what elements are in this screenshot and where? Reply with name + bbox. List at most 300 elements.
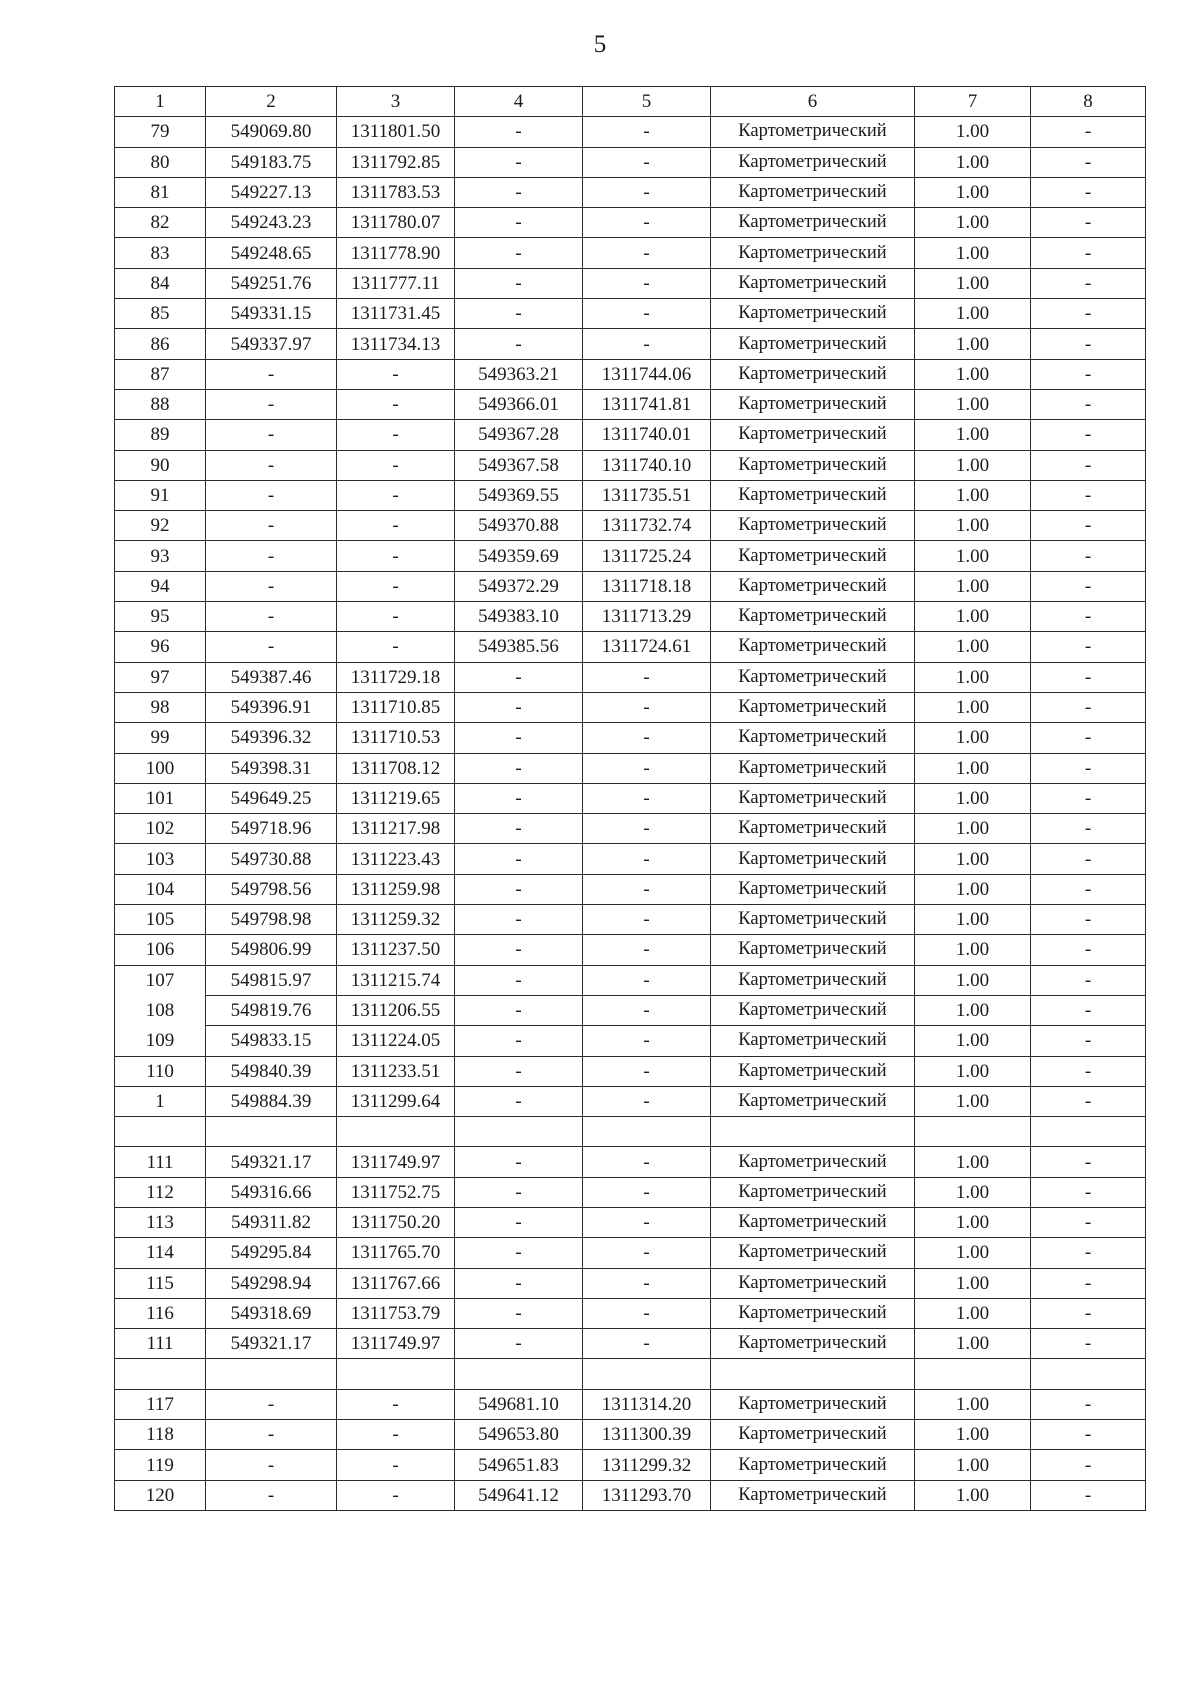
accuracy-cell: 1.00: [915, 238, 1031, 268]
x-coordinate-cell: 549840.39: [206, 1056, 337, 1086]
method-cell: Картометрический: [711, 723, 915, 753]
y-coordinate-cell: 1311767.66: [337, 1268, 455, 1298]
separator-row: [115, 1359, 1146, 1389]
table-row: [115, 1268, 1146, 1298]
table-row: [115, 662, 1146, 692]
method-cell: Картометрический: [711, 1026, 915, 1056]
y-coordinate-cell: [337, 1359, 455, 1389]
accuracy-cell: 1.00: [915, 389, 1031, 419]
description-cell: -: [1031, 1480, 1146, 1510]
x-coordinate-cell: 549316.66: [206, 1177, 337, 1207]
x-coordinate-new-cell: -: [455, 1329, 583, 1359]
y-coordinate-new-cell: -: [583, 874, 711, 904]
description-cell: -: [1031, 359, 1146, 389]
point-number-cell: 115: [115, 1268, 206, 1298]
description-cell: -: [1031, 117, 1146, 147]
x-coordinate-new-cell: -: [455, 935, 583, 965]
description-cell: -: [1031, 1026, 1146, 1056]
method-cell: Картометрический: [711, 511, 915, 541]
method-cell: Картометрический: [711, 1086, 915, 1116]
method-cell: Картометрический: [711, 389, 915, 419]
y-coordinate-cell: 1311753.79: [337, 1298, 455, 1328]
y-coordinate-new-cell: -: [583, 965, 711, 995]
point-number-cell: 1: [115, 1086, 206, 1116]
point-number-cell: 111: [115, 1329, 206, 1359]
y-coordinate-new-cell: -: [583, 1026, 711, 1056]
table-row: [115, 117, 1146, 147]
point-number-cell: 93: [115, 541, 206, 571]
x-coordinate-cell: 549884.39: [206, 1086, 337, 1116]
accuracy-cell: 1.00: [915, 268, 1031, 298]
x-coordinate-cell: 549337.97: [206, 329, 337, 359]
x-coordinate-new-cell: -: [455, 692, 583, 722]
point-number-cell: 84: [115, 268, 206, 298]
y-coordinate-cell: 1311259.32: [337, 905, 455, 935]
point-number-cell: 108: [115, 995, 206, 1025]
table-row: [115, 874, 1146, 904]
y-coordinate-cell: 1311792.85: [337, 147, 455, 177]
y-coordinate-cell: -: [337, 1420, 455, 1450]
method-cell: Картометрический: [711, 783, 915, 813]
accuracy-cell: 1.00: [915, 1450, 1031, 1480]
method-cell: Картометрический: [711, 268, 915, 298]
point-number-cell: 94: [115, 571, 206, 601]
description-cell: -: [1031, 1329, 1146, 1359]
point-number-cell: 80: [115, 147, 206, 177]
method-cell: Картометрический: [711, 420, 915, 450]
method-cell: Картометрический: [711, 662, 915, 692]
x-coordinate-cell: -: [206, 602, 337, 632]
point-number-cell: 87: [115, 359, 206, 389]
accuracy-cell: 1.00: [915, 511, 1031, 541]
y-coordinate-new-cell: [583, 1359, 711, 1389]
accuracy-cell: 1.00: [915, 1480, 1031, 1510]
method-cell: Картометрический: [711, 1450, 915, 1480]
y-coordinate-cell: 1311729.18: [337, 662, 455, 692]
x-coordinate-new-cell: -: [455, 1086, 583, 1116]
accuracy-cell: 1.00: [915, 905, 1031, 935]
table-row: [115, 1420, 1146, 1450]
method-cell: Картометрический: [711, 692, 915, 722]
x-coordinate-new-cell: -: [455, 1298, 583, 1328]
table-row: [115, 1450, 1146, 1480]
y-coordinate-new-cell: -: [583, 329, 711, 359]
x-coordinate-new-cell: 549383.10: [455, 602, 583, 632]
point-number-cell: 89: [115, 420, 206, 450]
x-coordinate-new-cell: -: [455, 753, 583, 783]
table-row: [115, 632, 1146, 662]
y-coordinate-new-cell: 1311735.51: [583, 480, 711, 510]
y-coordinate-cell: 1311750.20: [337, 1207, 455, 1237]
y-coordinate-cell: 1311237.50: [337, 935, 455, 965]
method-cell: Картометрический: [711, 965, 915, 995]
description-cell: -: [1031, 389, 1146, 419]
table-row: [115, 359, 1146, 389]
x-coordinate-cell: 549298.94: [206, 1268, 337, 1298]
header-row: [115, 87, 1146, 117]
method-cell: Картометрический: [711, 874, 915, 904]
accuracy-cell: 1.00: [915, 420, 1031, 450]
description-cell: -: [1031, 874, 1146, 904]
y-coordinate-cell: 1311765.70: [337, 1238, 455, 1268]
table-row: [115, 814, 1146, 844]
description-cell: -: [1031, 1389, 1146, 1419]
x-coordinate-cell: 549833.15: [206, 1026, 337, 1056]
point-number-cell: 85: [115, 299, 206, 329]
point-number-cell: 95: [115, 602, 206, 632]
method-cell: Картометрический: [711, 117, 915, 147]
point-number-cell: 116: [115, 1298, 206, 1328]
method-cell: Картометрический: [711, 995, 915, 1025]
method-cell: Картометрический: [711, 1147, 915, 1177]
method-cell: Картометрический: [711, 329, 915, 359]
x-coordinate-new-cell: 549651.83: [455, 1450, 583, 1480]
x-coordinate-new-cell: -: [455, 147, 583, 177]
header-cell-8: 8: [1031, 87, 1146, 117]
method-cell: Картометрический: [711, 450, 915, 480]
coordinates-table: [114, 86, 1146, 1511]
accuracy-cell: 1.00: [915, 1238, 1031, 1268]
point-number-cell: 82: [115, 208, 206, 238]
x-coordinate-cell: 549321.17: [206, 1329, 337, 1359]
y-coordinate-cell: -: [337, 389, 455, 419]
point-number-cell: 111: [115, 1147, 206, 1177]
table-row: [115, 1389, 1146, 1419]
y-coordinate-new-cell: 1311741.81: [583, 389, 711, 419]
table-row: [115, 177, 1146, 207]
header-cell-7: 7: [915, 87, 1031, 117]
y-coordinate-cell: 1311749.97: [337, 1329, 455, 1359]
x-coordinate-cell: -: [206, 1480, 337, 1510]
y-coordinate-cell: -: [337, 632, 455, 662]
point-number-cell: 99: [115, 723, 206, 753]
description-cell: -: [1031, 511, 1146, 541]
y-coordinate-cell: 1311217.98: [337, 814, 455, 844]
x-coordinate-cell: -: [206, 450, 337, 480]
x-coordinate-cell: -: [206, 420, 337, 450]
x-coordinate-new-cell: -: [455, 268, 583, 298]
x-coordinate-new-cell: -: [455, 208, 583, 238]
y-coordinate-cell: [337, 1117, 455, 1147]
x-coordinate-cell: 549243.23: [206, 208, 337, 238]
x-coordinate-cell: 549227.13: [206, 177, 337, 207]
accuracy-cell: 1.00: [915, 177, 1031, 207]
method-cell: [711, 1359, 915, 1389]
method-cell: Картометрический: [711, 299, 915, 329]
x-coordinate-new-cell: [455, 1117, 583, 1147]
y-coordinate-new-cell: -: [583, 1329, 711, 1359]
table-row: [115, 692, 1146, 722]
x-coordinate-new-cell: -: [455, 783, 583, 813]
table-row: [115, 329, 1146, 359]
accuracy-cell: 1.00: [915, 935, 1031, 965]
accuracy-cell: 1.00: [915, 662, 1031, 692]
description-cell: -: [1031, 147, 1146, 177]
y-coordinate-cell: -: [337, 1480, 455, 1510]
x-coordinate-new-cell: [455, 1359, 583, 1389]
point-number-cell: 100: [115, 753, 206, 783]
table-row: [115, 1298, 1146, 1328]
x-coordinate-cell: 549398.31: [206, 753, 337, 783]
y-coordinate-new-cell: -: [583, 1298, 711, 1328]
y-coordinate-cell: 1311710.85: [337, 692, 455, 722]
table-row: [115, 1086, 1146, 1116]
accuracy-cell: 1.00: [915, 1147, 1031, 1177]
y-coordinate-new-cell: 1311713.29: [583, 602, 711, 632]
accuracy-cell: 1.00: [915, 299, 1031, 329]
table-row: [115, 905, 1146, 935]
description-cell: -: [1031, 935, 1146, 965]
y-coordinate-new-cell: -: [583, 662, 711, 692]
point-number-cell: 90: [115, 450, 206, 480]
y-coordinate-new-cell: -: [583, 753, 711, 783]
method-cell: Картометрический: [711, 905, 915, 935]
x-coordinate-new-cell: -: [455, 995, 583, 1025]
description-cell: -: [1031, 238, 1146, 268]
accuracy-cell: 1.00: [915, 783, 1031, 813]
y-coordinate-cell: 1311259.98: [337, 874, 455, 904]
x-coordinate-new-cell: 549370.88: [455, 511, 583, 541]
x-coordinate-cell: -: [206, 1420, 337, 1450]
y-coordinate-cell: 1311215.74: [337, 965, 455, 995]
x-coordinate-cell: 549396.91: [206, 692, 337, 722]
y-coordinate-new-cell: -: [583, 177, 711, 207]
point-number-cell: 102: [115, 814, 206, 844]
point-number-cell: 92: [115, 511, 206, 541]
point-number-cell: 88: [115, 389, 206, 419]
accuracy-cell: 1.00: [915, 1177, 1031, 1207]
accuracy-cell: 1.00: [915, 602, 1031, 632]
point-number-cell: 81: [115, 177, 206, 207]
description-cell: -: [1031, 1086, 1146, 1116]
point-number-cell: 117: [115, 1389, 206, 1419]
accuracy-cell: 1.00: [915, 632, 1031, 662]
y-coordinate-new-cell: [583, 1117, 711, 1147]
x-coordinate-cell: 549321.17: [206, 1147, 337, 1177]
x-coordinate-cell: 549815.97: [206, 965, 337, 995]
y-coordinate-new-cell: -: [583, 299, 711, 329]
y-coordinate-new-cell: -: [583, 1268, 711, 1298]
method-cell: Картометрический: [711, 935, 915, 965]
method-cell: Картометрический: [711, 1420, 915, 1450]
x-coordinate-new-cell: 549367.28: [455, 420, 583, 450]
y-coordinate-new-cell: -: [583, 692, 711, 722]
point-number-cell: 105: [115, 905, 206, 935]
page-number: 5: [593, 31, 607, 58]
x-coordinate-cell: [206, 1359, 337, 1389]
y-coordinate-cell: -: [337, 420, 455, 450]
point-number-cell: 107: [115, 965, 206, 995]
table-row: [115, 1177, 1146, 1207]
table-row: [115, 420, 1146, 450]
y-coordinate-cell: -: [337, 1450, 455, 1480]
table-row: [115, 1207, 1146, 1237]
point-number-cell: 109: [115, 1026, 206, 1056]
x-coordinate-cell: -: [206, 1450, 337, 1480]
x-coordinate-cell: 549718.96: [206, 814, 337, 844]
x-coordinate-new-cell: 549366.01: [455, 389, 583, 419]
x-coordinate-new-cell: 549367.58: [455, 450, 583, 480]
y-coordinate-new-cell: -: [583, 905, 711, 935]
x-coordinate-new-cell: -: [455, 329, 583, 359]
x-coordinate-cell: 549819.76: [206, 995, 337, 1025]
table-row: [115, 571, 1146, 601]
x-coordinate-cell: 549798.56: [206, 874, 337, 904]
accuracy-cell: 1.00: [915, 1329, 1031, 1359]
x-coordinate-new-cell: 549369.55: [455, 480, 583, 510]
method-cell: Картометрический: [711, 1207, 915, 1237]
method-cell: Картометрический: [711, 632, 915, 662]
accuracy-cell: 1.00: [915, 1389, 1031, 1419]
description-cell: -: [1031, 299, 1146, 329]
point-number-cell: 106: [115, 935, 206, 965]
table-row: [115, 935, 1146, 965]
y-coordinate-new-cell: -: [583, 723, 711, 753]
table-body: [115, 87, 1146, 1511]
x-coordinate-new-cell: -: [455, 1177, 583, 1207]
table-row: [115, 1329, 1146, 1359]
x-coordinate-cell: 549331.15: [206, 299, 337, 329]
y-coordinate-cell: 1311749.97: [337, 1147, 455, 1177]
description-cell: [1031, 1359, 1146, 1389]
table-row: [115, 208, 1146, 238]
point-number-cell: 79: [115, 117, 206, 147]
point-number-cell: 86: [115, 329, 206, 359]
method-cell: Картометрический: [711, 1329, 915, 1359]
y-coordinate-new-cell: 1311299.32: [583, 1450, 711, 1480]
point-number-cell: [115, 1117, 206, 1147]
y-coordinate-cell: 1311777.11: [337, 268, 455, 298]
table-row: [115, 844, 1146, 874]
point-number-cell: 83: [115, 238, 206, 268]
y-coordinate-cell: 1311710.53: [337, 723, 455, 753]
method-cell: Картометрический: [711, 1298, 915, 1328]
y-coordinate-new-cell: -: [583, 995, 711, 1025]
accuracy-cell: 1.00: [915, 753, 1031, 783]
x-coordinate-new-cell: -: [455, 117, 583, 147]
accuracy-cell: 1.00: [915, 1207, 1031, 1237]
method-cell: Картометрический: [711, 571, 915, 601]
x-coordinate-new-cell: -: [455, 177, 583, 207]
accuracy-cell: 1.00: [915, 995, 1031, 1025]
y-coordinate-new-cell: 1311744.06: [583, 359, 711, 389]
description-cell: -: [1031, 1207, 1146, 1237]
y-coordinate-new-cell: 1311740.01: [583, 420, 711, 450]
point-number-cell: 96: [115, 632, 206, 662]
x-coordinate-cell: 549798.98: [206, 905, 337, 935]
x-coordinate-new-cell: -: [455, 662, 583, 692]
x-coordinate-new-cell: 549681.10: [455, 1389, 583, 1419]
description-cell: -: [1031, 662, 1146, 692]
description-cell: -: [1031, 208, 1146, 238]
x-coordinate-cell: -: [206, 571, 337, 601]
description-cell: -: [1031, 1420, 1146, 1450]
method-cell: Картометрический: [711, 844, 915, 874]
accuracy-cell: 1.00: [915, 1298, 1031, 1328]
y-coordinate-new-cell: -: [583, 208, 711, 238]
point-number-cell: 101: [115, 783, 206, 813]
x-coordinate-cell: [206, 1117, 337, 1147]
point-number-cell: 98: [115, 692, 206, 722]
accuracy-cell: [915, 1117, 1031, 1147]
description-cell: -: [1031, 541, 1146, 571]
point-number-cell: 104: [115, 874, 206, 904]
method-cell: Картометрический: [711, 177, 915, 207]
description-cell: -: [1031, 571, 1146, 601]
table-row: [115, 1238, 1146, 1268]
y-coordinate-cell: 1311778.90: [337, 238, 455, 268]
x-coordinate-cell: 549183.75: [206, 147, 337, 177]
accuracy-cell: 1.00: [915, 1026, 1031, 1056]
description-cell: -: [1031, 177, 1146, 207]
x-coordinate-cell: -: [206, 359, 337, 389]
table-row: [115, 268, 1146, 298]
header-cell-2: 2: [206, 87, 337, 117]
header-cell-3: 3: [337, 87, 455, 117]
y-coordinate-new-cell: -: [583, 1086, 711, 1116]
method-cell: Картометрический: [711, 1238, 915, 1268]
y-coordinate-new-cell: -: [583, 1238, 711, 1268]
accuracy-cell: 1.00: [915, 450, 1031, 480]
table-row: [115, 511, 1146, 541]
table-row: [115, 783, 1146, 813]
x-coordinate-cell: -: [206, 511, 337, 541]
description-cell: [1031, 1117, 1146, 1147]
x-coordinate-cell: 549318.69: [206, 1298, 337, 1328]
x-coordinate-new-cell: -: [455, 1056, 583, 1086]
y-coordinate-new-cell: -: [583, 1177, 711, 1207]
x-coordinate-new-cell: -: [455, 1207, 583, 1237]
method-cell: Картометрический: [711, 602, 915, 632]
description-cell: -: [1031, 480, 1146, 510]
x-coordinate-cell: 549649.25: [206, 783, 337, 813]
y-coordinate-cell: -: [337, 602, 455, 632]
x-coordinate-cell: 549730.88: [206, 844, 337, 874]
table-row: [115, 965, 1146, 995]
x-coordinate-cell: 549311.82: [206, 1207, 337, 1237]
method-cell: Картометрический: [711, 1056, 915, 1086]
y-coordinate-new-cell: -: [583, 268, 711, 298]
y-coordinate-new-cell: -: [583, 117, 711, 147]
x-coordinate-new-cell: -: [455, 1238, 583, 1268]
table-row: [115, 389, 1146, 419]
accuracy-cell: 1.00: [915, 117, 1031, 147]
description-cell: -: [1031, 814, 1146, 844]
x-coordinate-cell: -: [206, 1389, 337, 1419]
method-cell: Картометрический: [711, 1268, 915, 1298]
table-row: [115, 753, 1146, 783]
description-cell: -: [1031, 1298, 1146, 1328]
accuracy-cell: 1.00: [915, 208, 1031, 238]
y-coordinate-cell: -: [337, 359, 455, 389]
accuracy-cell: 1.00: [915, 480, 1031, 510]
description-cell: -: [1031, 1450, 1146, 1480]
y-coordinate-new-cell: -: [583, 147, 711, 177]
y-coordinate-cell: 1311752.75: [337, 1177, 455, 1207]
x-coordinate-cell: 549069.80: [206, 117, 337, 147]
header-cell-4: 4: [455, 87, 583, 117]
x-coordinate-new-cell: -: [455, 723, 583, 753]
point-number-cell: 112: [115, 1177, 206, 1207]
point-number-cell: [115, 1359, 206, 1389]
description-cell: -: [1031, 1177, 1146, 1207]
table-row: [115, 480, 1146, 510]
y-coordinate-new-cell: 1311725.24: [583, 541, 711, 571]
table-row: [115, 1147, 1146, 1177]
x-coordinate-new-cell: -: [455, 965, 583, 995]
accuracy-cell: 1.00: [915, 329, 1031, 359]
table-row: [115, 238, 1146, 268]
